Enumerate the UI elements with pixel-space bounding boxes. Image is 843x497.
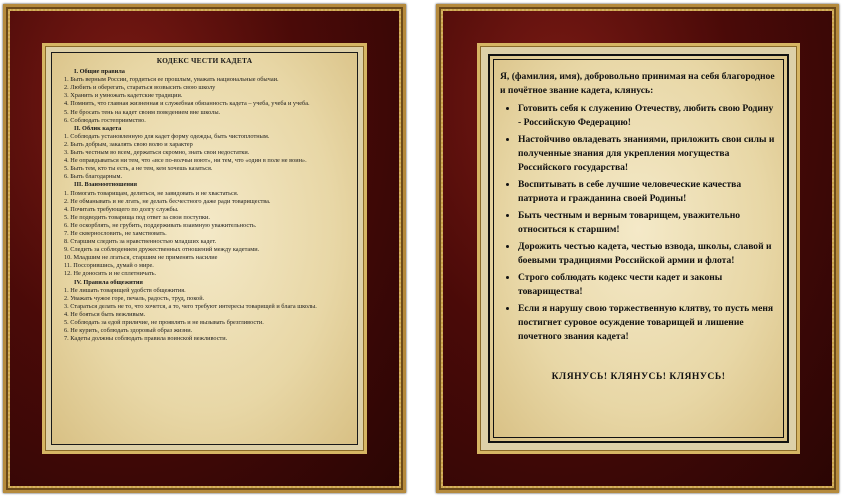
section (60, 181, 349, 278)
section-heading: IV. Правила общежития (74, 278, 143, 286)
oath-list (500, 102, 777, 344)
right-picture-frame (436, 4, 839, 493)
list-item: 3. Быть честным во всем, держаться скромно, знать свои недостатки. (64, 149, 250, 157)
list-item: 5. Соблюдать за едой приличие, не проявлять и не вызывать брезгливости. (64, 319, 264, 326)
list-item: 4. Не бояться быть вежливым. (64, 310, 146, 318)
oath-item: • Если я нарушу свою торжественную клятву, то пусть меня постигнет суровое осуждение товарищей и лишение почетного звания кадета! (518, 302, 777, 344)
list-item: 12. Не доносить и не сплетничать. (64, 270, 157, 278)
section (60, 68, 349, 125)
section-heading: II. Облик кадета (74, 124, 122, 132)
list-item: 2. Быть добрым, закалять свою волю и характер (64, 140, 193, 148)
oath-item: • Дорожить честью кадета, честью взвода, школы, славой и боевыми традициями Российской армии и флота! (518, 240, 777, 268)
list-item: 8. Старшим следить за нравственностью младших кадет. (64, 238, 217, 246)
oath-item: • Строго соблюдать кодекс чести кадет и законы товарищества! (518, 271, 777, 299)
list-item: 2. Не обманывать и не лгать, не делать бесчестного даже ради товарищества. (64, 197, 271, 205)
list-item: 7. Кадеты должны соблюдать правила воинской вежливости. (64, 335, 228, 343)
cadet-oath-document (488, 54, 789, 443)
left-picture-frame (3, 4, 406, 493)
list-item: 3. Хранить и умножать кадетские традиции. (64, 92, 183, 100)
list-item: 5. Не подводить товарища под ответ за свои поступки. (64, 213, 210, 221)
list-item: 11. Поссорившись, думай о мире. (64, 262, 154, 270)
cadet-code-text (60, 57, 349, 343)
oath-item: • Воспитывать в себе лучшие человеческие качества патриота и гражданина своей Родины! (518, 178, 777, 206)
list-item: 4. Помнить, что главная жизненная и служебная обязанность кадета – учеба, учеба и учеба. (64, 100, 310, 108)
list-item: 5. Не бросать тень на кадет своим поведением вне школы. (64, 108, 221, 116)
list-item: 3. Стараться делать не то, что хочется, а то, чего требуют интересы товарищей и блага школы. (64, 302, 317, 310)
list-item: 4. Почитать требующего по долгу службы. (64, 205, 179, 213)
section-heading: III. Взаимоотношения (74, 181, 138, 189)
right-mat (477, 43, 800, 454)
list-item: 5. Быть тем, кто ты есть, а не тем, кем хочешь казаться. (64, 165, 213, 173)
section-heading: I. Общие правила (74, 68, 125, 76)
cadet-oath-text (500, 70, 777, 382)
list-item: 1. Помогать товарищам, делиться, не завидовать и не хвастаться. (64, 189, 239, 197)
list-item: 6. Быть благодарным. (64, 173, 123, 181)
list-item: 2. Любить и оберегать, стараться возвысить свою школу (64, 84, 216, 92)
list-item: 9. Следить за соблюдением дружественных отношений между кадетами. (64, 246, 260, 254)
left-mat (42, 43, 367, 454)
list-item: 6. Соблюдать гостеприимство. (64, 116, 146, 124)
list-item: 6. Не курить, соблюдать здоровый образ жизни. (64, 327, 193, 335)
list-item: 2. Уважать чужое горе, печаль, радость, труд, покой. (64, 294, 205, 302)
document-title: КОДЕКС ЧЕСТИ КАДЕТА (156, 56, 253, 65)
list-item: 4. Не оправдываться ни тем, что «все по-волчьи воют», ни тем, что «один в поле не воин». (64, 157, 307, 165)
oath-intro: Я, (фамилия, имя), добровольно принимая на себя благородное и почётное звание кадета, клянусь: (500, 71, 775, 96)
list-item: 7. Не сквернословить, не хамствовать. (64, 229, 167, 237)
list-item: 1. Не лишать товарищей удобств общежития. (64, 286, 186, 294)
section (60, 279, 349, 344)
oath-item: • Готовить себя к служению Отечеству, любить свою Родину - Российскую Федерацию! (518, 102, 777, 130)
oath-closing: КЛЯНУСЬ! КЛЯНУСЬ! КЛЯНУСЬ! (551, 371, 726, 382)
list-item: 6. Не оскорблять, не грубить, поддерживать взаимную уважительность. (64, 221, 257, 229)
section (60, 125, 349, 182)
list-item: 1. Быть верным России, гордиться ее прошлым, уважать национальные обычаи. (64, 76, 279, 84)
oath-item: • Быть честным и верным товарищем, уважительно относиться к старшим! (518, 209, 777, 237)
oath-item: • Настойчиво овладевать знаниями, приложить свои силы и полученные знания для укрепления могущества Российского государства! (518, 133, 777, 175)
list-item: 1. Соблюдать установленную для кадет форму одежды, быть чистоплотным. (64, 132, 270, 140)
cadet-code-document (51, 52, 358, 445)
list-item: 10. Младшим не лгаться, старшим не применять насилие (64, 254, 218, 262)
